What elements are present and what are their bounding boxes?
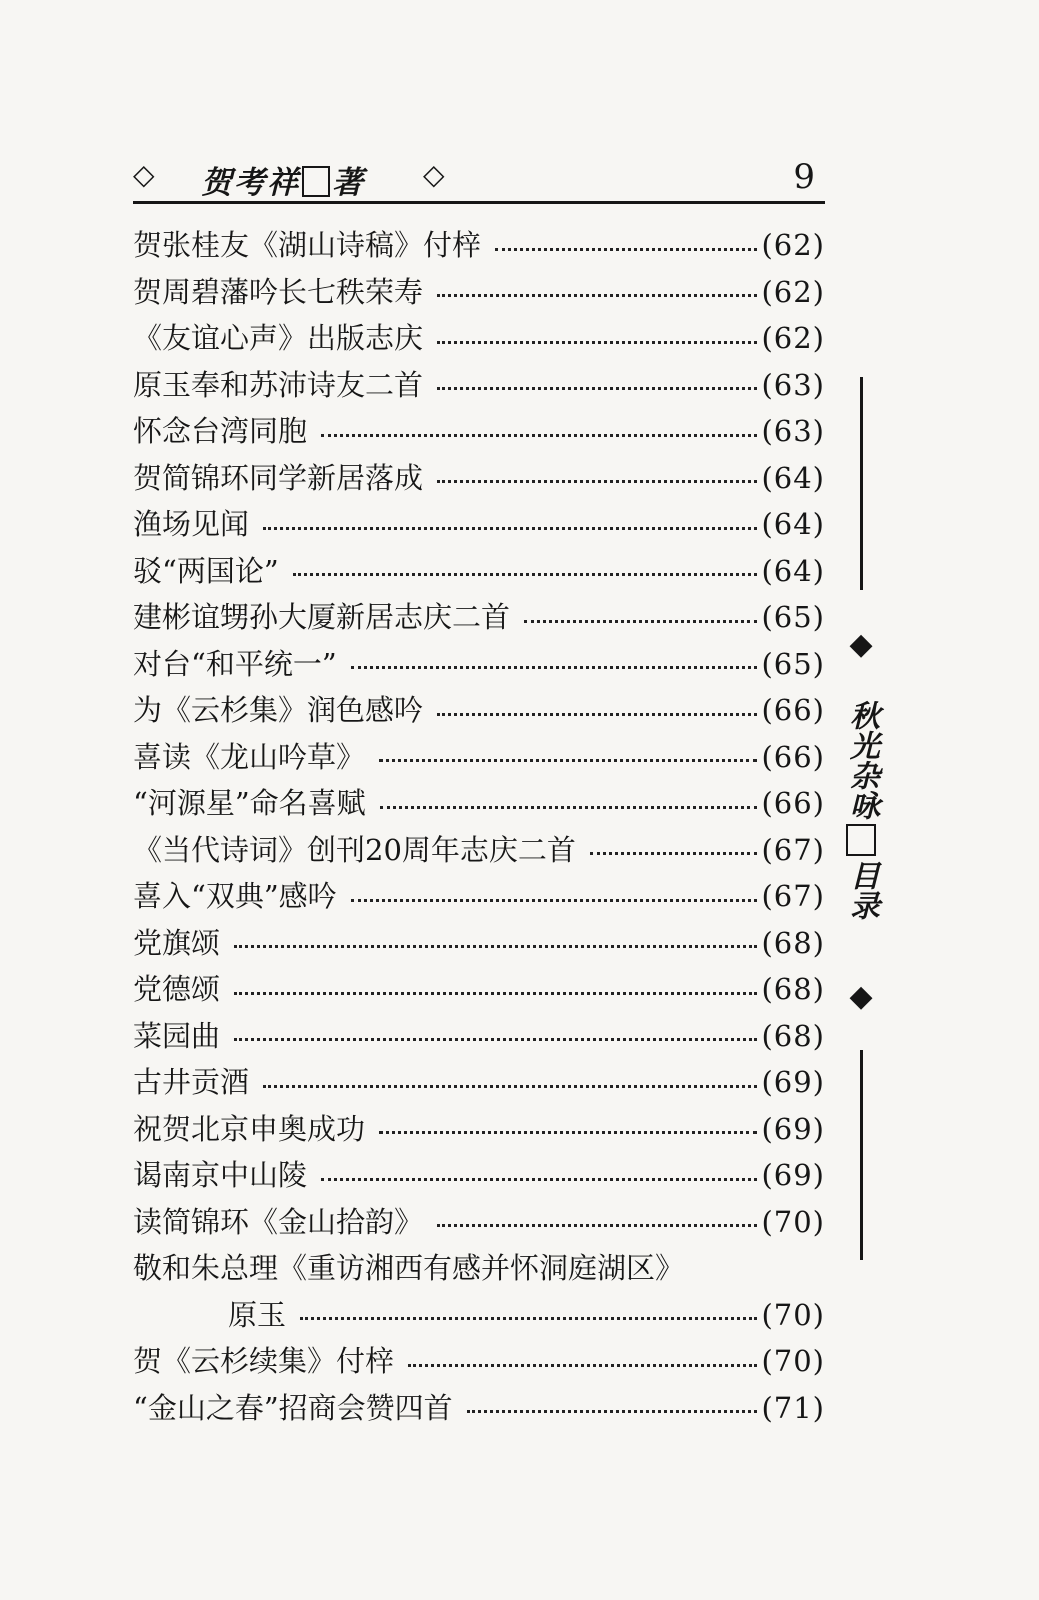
toc-entry-page: (67) (761, 879, 825, 913)
toc-entry (133, 1152, 825, 1199)
margin-title-main: 秋光杂咏 (844, 700, 879, 820)
toc-entry-title: 党旗颂 (133, 925, 221, 960)
toc-entry-page: (69) (761, 1111, 825, 1146)
toc-entry-title: 建彬谊甥孙大厦新居志庆二首 (133, 600, 511, 634)
toc-entry-page: (66) (761, 693, 825, 727)
toc-leader-dots (263, 527, 757, 530)
header-author (201, 157, 365, 202)
toc-entry-title: 菜园曲 (133, 1018, 221, 1053)
page-number: 9 (793, 157, 815, 197)
margin-title-section: 目录 (844, 860, 879, 920)
toc-leader-dots (321, 434, 757, 437)
toc-entry (133, 548, 825, 595)
toc-entry-page: (63) (761, 414, 825, 448)
toc-entry-title: 喜入“双典”感吟 (133, 879, 337, 913)
toc-entry-title: 贺张桂友《湖山诗稿》付梓 (133, 228, 482, 262)
toc-leader-dots (380, 806, 758, 809)
toc-entry-title: 谒南京中山陵 (133, 1158, 308, 1192)
toc-entry (133, 408, 825, 455)
toc-entry (133, 1385, 825, 1432)
margin-box-icon (846, 824, 876, 856)
margin-rule-bottom (860, 1050, 863, 1260)
toc-entry-page: (62) (761, 321, 825, 355)
toc-entry-page: (71) (761, 1390, 825, 1425)
toc-leader-dots (263, 1085, 757, 1088)
toc-entry-title: 怀念台湾同胞 (133, 414, 308, 448)
toc-leader-dots (351, 899, 758, 902)
toc-entry-title: 党德颂 (133, 972, 221, 1006)
toc-entry (133, 1013, 825, 1060)
table-of-contents (133, 222, 825, 1431)
toc-leader-dots (293, 573, 758, 576)
toc-entry-title: 对台“和平统一” (133, 646, 337, 681)
toc-leader-dots (437, 387, 757, 390)
toc-entry-title: 敬和朱总理《重访湘西有感并怀洞庭湖区》 (133, 1251, 685, 1285)
toc-entry-page: (70) (761, 1297, 825, 1332)
toc-leader-dots (590, 852, 758, 855)
toc-entry-title: 贺周碧藩吟长七秩荣寿 (133, 274, 424, 309)
toc-entry-title: 祝贺北京申奥成功 (133, 1111, 366, 1146)
toc-leader-dots (437, 1224, 757, 1227)
toc-entry-page: (65) (761, 646, 825, 681)
toc-entry-page: (64) (761, 553, 825, 588)
toc-entry-title: 渔场见闻 (133, 507, 250, 541)
toc-entry (133, 501, 825, 548)
toc-entry-title: 贺《云杉续集》付梓 (133, 1344, 395, 1378)
toc-entry (133, 594, 825, 641)
toc-entry-title: 《当代诗词》创刊20周年志庆二首 (133, 832, 576, 867)
toc-entry-page: (63) (761, 367, 825, 402)
toc-entry-page: (70) (761, 1204, 825, 1239)
toc-entry (133, 1338, 825, 1385)
toc-entry-title: 喜读《龙山吟草》 (133, 739, 366, 774)
toc-leader-dots (437, 480, 757, 483)
margin-rule-top (860, 377, 863, 590)
toc-entry (133, 873, 825, 920)
toc-entry (133, 687, 825, 734)
toc-leader-dots (379, 759, 757, 762)
toc-entry-title: 为《云杉集》润色感吟 (133, 693, 424, 727)
toc-entry (133, 641, 825, 688)
toc-entry (133, 966, 825, 1013)
toc-entry-title: 读简锦环《金山拾韵》 (133, 1204, 424, 1239)
toc-entry-page: (65) (761, 600, 825, 634)
toc-entry (133, 362, 825, 409)
toc-entry-page: (64) (761, 460, 825, 495)
toc-entry (133, 780, 825, 827)
page-header (133, 155, 825, 204)
toc-entry (133, 1059, 825, 1106)
toc-entry (133, 734, 825, 781)
toc-entry-page: (67) (761, 832, 825, 867)
header-right-diamond-icon: ◇ (423, 158, 445, 191)
toc-entry-page: (62) (761, 274, 825, 309)
toc-entry-page: (70) (761, 1344, 825, 1378)
toc-entry-page: (66) (761, 786, 825, 820)
toc-leader-dots (408, 1364, 757, 1367)
toc-entry-title: 《友谊心声》出版志庆 (133, 321, 424, 355)
margin-book-title (843, 700, 879, 920)
toc-entry (133, 315, 825, 362)
toc-entry-page: (68) (761, 1018, 825, 1053)
toc-entry-title: 原玉奉和苏沛诗友二首 (133, 367, 424, 402)
toc-leader-dots (234, 992, 757, 995)
toc-entry-page: (64) (761, 507, 825, 541)
toc-entry (133, 1245, 825, 1292)
toc-leader-dots (379, 1131, 757, 1134)
toc-entry (133, 920, 825, 967)
toc-leader-dots (467, 1410, 758, 1413)
toc-entry (133, 222, 825, 269)
toc-leader-dots (495, 248, 757, 251)
toc-leader-dots (321, 1178, 757, 1181)
margin-diamond-bottom-icon: ◆ (849, 979, 873, 1014)
toc-entry (133, 827, 825, 874)
header-author-name: 贺考祥 (201, 165, 300, 201)
toc-leader-dots (300, 1317, 757, 1320)
toc-entry-page: (68) (761, 972, 825, 1006)
toc-entry-page: (69) (761, 1158, 825, 1192)
toc-entry (133, 455, 825, 502)
toc-entry (133, 1199, 825, 1246)
toc-entry-title: 原玉 (228, 1297, 287, 1332)
header-left-diamond-icon: ◇ (133, 158, 155, 191)
toc-leader-dots (437, 341, 757, 344)
toc-leader-dots (234, 945, 757, 948)
toc-leader-dots (437, 713, 757, 716)
toc-leader-dots (351, 666, 758, 669)
toc-entry-title: “金山之春”招商会赞四首 (133, 1390, 453, 1425)
toc-entry-page: (69) (761, 1065, 825, 1099)
toc-entry-page: (68) (761, 925, 825, 960)
toc-entry-title: 驳“两国论” (133, 553, 279, 588)
header-box-icon (302, 166, 330, 197)
toc-entry (133, 1106, 825, 1153)
toc-entry (133, 269, 825, 316)
toc-entry-page: (66) (761, 739, 825, 774)
margin-diamond-top-icon: ◆ (849, 627, 873, 662)
toc-leader-dots (524, 620, 757, 623)
toc-entry (133, 1292, 825, 1339)
toc-entry-page: (62) (761, 228, 825, 262)
header-author-suffix: 著 (332, 165, 365, 201)
toc-entry-title: “河源星”命名喜赋 (133, 786, 366, 820)
toc-leader-dots (437, 294, 757, 297)
toc-leader-dots (234, 1038, 757, 1041)
toc-entry-title: 贺简锦环同学新居落成 (133, 460, 424, 495)
toc-entry-title: 古井贡酒 (133, 1065, 250, 1099)
